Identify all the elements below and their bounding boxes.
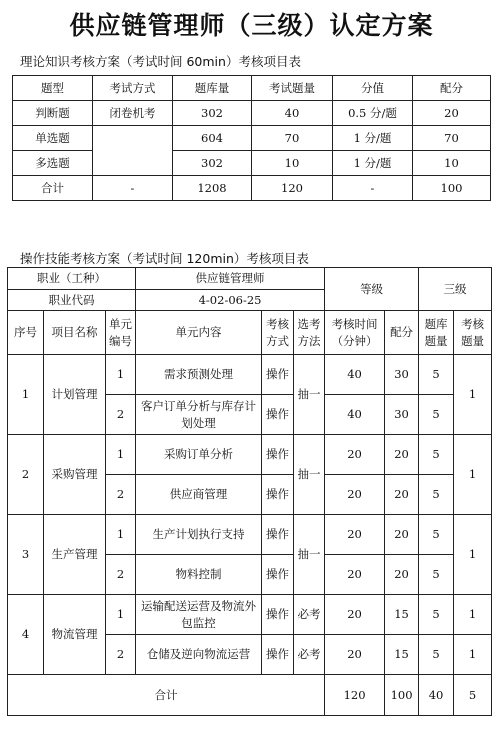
item-exam-count: 1 (454, 435, 492, 515)
unit-content: 供应商管理 (136, 475, 262, 515)
unit-score: 20 (385, 555, 419, 595)
theory-cell: 604 (173, 126, 252, 151)
item-select-method: 抽一 (294, 355, 325, 435)
unit-content: 物料控制 (136, 555, 262, 595)
item-seq: 1 (8, 355, 44, 435)
theory-cell: 70 (413, 126, 491, 151)
theory-cell: - (93, 176, 173, 201)
unit-bank-count: 5 (419, 475, 454, 515)
unit-score: 30 (385, 395, 419, 435)
col-header-exam-time: 考核时间（分钟） (325, 311, 385, 355)
theory-cell: - (333, 176, 413, 201)
unit-score: 15 (385, 635, 419, 675)
theory-cell: 100 (413, 176, 491, 201)
unit-exam-time: 20 (325, 595, 385, 635)
item-select-method: 抽一 (294, 435, 325, 515)
skill-section-title: 操作技能考核方案（考试时间 120min）考核项目表 (20, 251, 309, 266)
col-header-exam-mode: 考核方式 (262, 311, 294, 355)
item-seq: 2 (8, 435, 44, 515)
theory-header-cell: 题库量 (173, 76, 252, 101)
unit-no: 2 (106, 555, 136, 595)
unit-exam-mode: 操作 (262, 515, 294, 555)
theory-header-cell: 分值 (333, 76, 413, 101)
item-seq: 3 (8, 515, 44, 595)
item-name: 生产管理 (44, 515, 106, 595)
unit-content: 运输配送运营及物流外包监控 (136, 595, 262, 635)
unit-exam-mode: 操作 (262, 555, 294, 595)
unit-exam-mode: 操作 (262, 395, 294, 435)
theory-cell: 1208 (173, 176, 252, 201)
theory-cell: 120 (252, 176, 333, 201)
skill-exam-table (7, 267, 492, 716)
col-header-seq: 序号 (8, 311, 44, 355)
theory-cell: 合计 (13, 176, 93, 201)
unit-score: 15 (385, 595, 419, 635)
unit-exam-time: 40 (325, 355, 385, 395)
unit-content: 采购订单分析 (136, 435, 262, 475)
item-name: 物流管理 (44, 595, 106, 675)
total-label: 合计 (8, 675, 325, 716)
unit-exam-mode: 操作 (262, 355, 294, 395)
theory-cell: 10 (252, 151, 333, 176)
unit-bank-count: 5 (419, 355, 454, 395)
unit-bank-count: 5 (419, 555, 454, 595)
col-header-item-name: 项目名称 (44, 311, 106, 355)
theory-cell: 判断题 (13, 101, 93, 126)
unit-no: 1 (106, 595, 136, 635)
unit-score: 20 (385, 515, 419, 555)
unit-exam-mode: 操作 (262, 635, 294, 675)
item-name: 计划管理 (44, 355, 106, 435)
unit-content: 需求预测处理 (136, 355, 262, 395)
theory-cell: 40 (252, 101, 333, 126)
col-header-unit-no: 单元编号 (106, 311, 136, 355)
level-label: 等级 (325, 268, 419, 311)
unit-exam-time: 20 (325, 515, 385, 555)
occupation-code-value: 4-02-06-25 (136, 290, 325, 311)
unit-no: 2 (106, 635, 136, 675)
theory-cell (93, 126, 173, 176)
unit-exam-time: 20 (325, 475, 385, 515)
theory-row (13, 151, 491, 176)
item-select-method: 抽一 (294, 515, 325, 595)
total-bank-count: 40 (419, 675, 454, 716)
unit-exam-mode: 操作 (262, 475, 294, 515)
col-header-unit-content: 单元内容 (136, 311, 262, 355)
theory-cell: 0.5 分/题 (333, 101, 413, 126)
level-value: 三级 (419, 268, 492, 311)
occupation-code-label: 职业代码 (8, 290, 136, 311)
item-exam-count: 1 (454, 355, 492, 435)
occupation-label: 职业（工种） (8, 268, 136, 290)
unit-exam-time: 20 (325, 635, 385, 675)
unit-bank-count: 5 (419, 595, 454, 635)
theory-cell: 1 分/题 (333, 126, 413, 151)
theory-cell: 70 (252, 126, 333, 151)
theory-cell: 多选题 (13, 151, 93, 176)
unit-content: 仓储及逆向物流运营 (136, 635, 262, 675)
col-header-score: 配分 (385, 311, 419, 355)
item-name: 采购管理 (44, 435, 106, 515)
total-exam-count: 5 (454, 675, 492, 716)
unit-select-method: 必考 (294, 635, 325, 675)
unit-score: 30 (385, 355, 419, 395)
unit-no: 1 (106, 355, 136, 395)
theory-exam-table (12, 75, 491, 201)
col-header-exam-count: 考核题量 (454, 311, 492, 355)
unit-score: 20 (385, 435, 419, 475)
unit-no: 1 (106, 435, 136, 475)
unit-exam-time: 40 (325, 395, 385, 435)
item-exam-count: 1 (454, 515, 492, 595)
theory-row (13, 101, 491, 126)
theory-header-cell: 考试题量 (252, 76, 333, 101)
skill-unit-row (8, 355, 492, 395)
unit-no: 2 (106, 475, 136, 515)
col-header-select-method: 选考方法 (294, 311, 325, 355)
unit-exam-mode: 操作 (262, 595, 294, 635)
unit-content: 生产计划执行支持 (136, 515, 262, 555)
page-title: 供应链管理师（三级）认定方案 (69, 11, 434, 40)
unit-bank-count: 5 (419, 395, 454, 435)
theory-cell: 闭卷机考 (93, 101, 173, 126)
item-seq: 4 (8, 595, 44, 675)
unit-bank-count: 5 (419, 435, 454, 475)
unit-exam-count: 1 (454, 595, 492, 635)
theory-header-row (13, 76, 491, 101)
total-exam-time: 120 (325, 675, 385, 716)
skill-unit-row (8, 515, 492, 555)
skill-unit-row (8, 435, 492, 475)
occupation-value: 供应链管理师 (136, 268, 325, 290)
unit-exam-mode: 操作 (262, 435, 294, 475)
theory-row (13, 176, 491, 201)
unit-no: 2 (106, 395, 136, 435)
unit-no: 1 (106, 515, 136, 555)
unit-bank-count: 5 (419, 635, 454, 675)
theory-cell: 单选题 (13, 126, 93, 151)
unit-score: 20 (385, 475, 419, 515)
theory-row (13, 126, 491, 151)
theory-section-title: 理论知识考核方案（考试时间 60min）考核项目表 (20, 54, 301, 69)
theory-header-cell: 配分 (413, 76, 491, 101)
theory-header-cell: 题型 (13, 76, 93, 101)
unit-exam-count: 1 (454, 635, 492, 675)
skill-total-row (8, 675, 492, 716)
unit-bank-count: 5 (419, 515, 454, 555)
col-header-bank-count: 题库题量 (419, 311, 454, 355)
theory-cell: 20 (413, 101, 491, 126)
theory-cell: 302 (173, 101, 252, 126)
theory-cell: 1 分/题 (333, 151, 413, 176)
unit-content: 客户订单分析与库存计划处理 (136, 395, 262, 435)
theory-header-cell: 考试方式 (93, 76, 173, 101)
unit-exam-time: 20 (325, 435, 385, 475)
unit-select-method: 必考 (294, 595, 325, 635)
total-score: 100 (385, 675, 419, 716)
unit-exam-time: 20 (325, 555, 385, 595)
theory-cell: 302 (173, 151, 252, 176)
theory-cell: 10 (413, 151, 491, 176)
skill-unit-row (8, 595, 492, 635)
